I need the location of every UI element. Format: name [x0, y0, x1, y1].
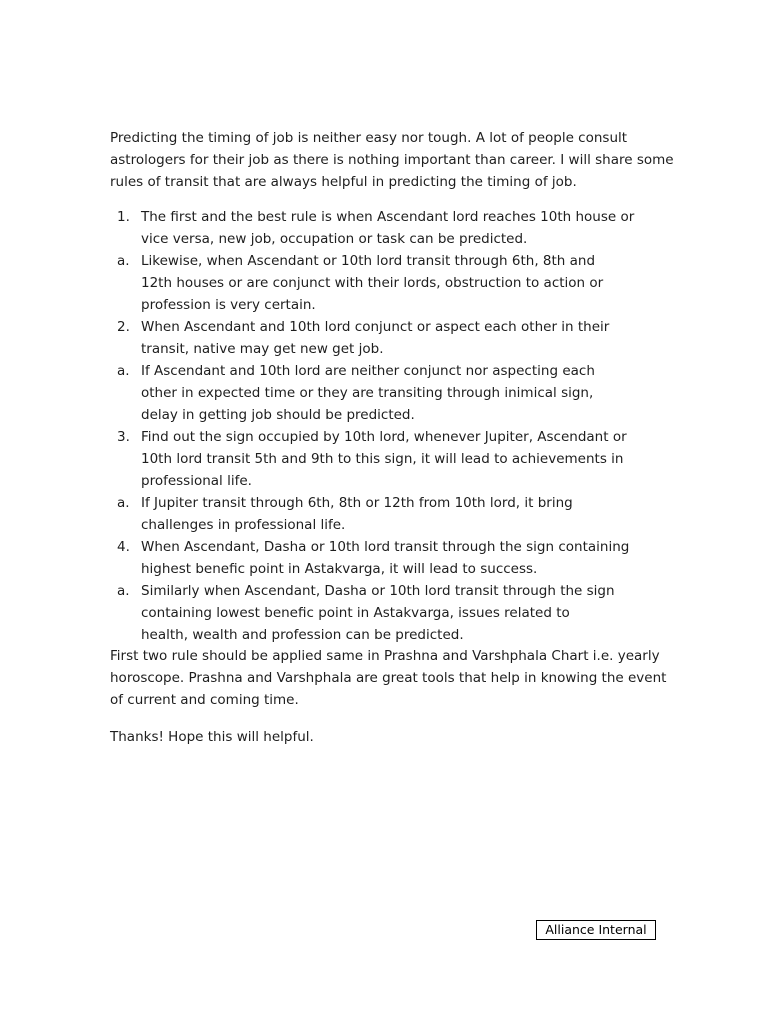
rule-line: highest benefic point in Astakvarga, it will lead to success.	[141, 561, 538, 577]
intro-line: rules of transit that are always helpful in predicting the timing of job.	[110, 174, 577, 190]
rule-item	[110, 250, 670, 316]
intro-paragraph	[110, 127, 674, 193]
rule-line: When Ascendant, Dasha or 10th lord transit through the sign containing	[141, 539, 630, 555]
closing-line: First two rule should be applied same in Prashna and Varshphala Chart i.e. yearly	[110, 648, 660, 664]
rule-line: The first and the best rule is when Ascendant lord reaches 10th house or	[141, 209, 635, 225]
rule-line: Similarly when Ascendant, Dasha or 10th lord transit through the sign	[141, 583, 615, 599]
thanks-line: Thanks! Hope this will helpful.	[110, 729, 314, 745]
list-marker: a.	[117, 253, 130, 269]
rule-item	[110, 360, 670, 426]
rule-line: When Ascendant and 10th lord conjunct or aspect each other in their	[141, 319, 610, 335]
rule-line: professional life.	[141, 473, 252, 489]
closing-line: horoscope. Prashna and Varshphala are great tools that help in knowing the event	[110, 670, 667, 686]
list-marker: 2.	[117, 319, 130, 335]
rule-line: If Ascendant and 10th lord are neither conjunct nor aspecting each	[141, 363, 595, 379]
rules-list	[110, 206, 670, 646]
rule-item	[110, 580, 670, 646]
rule-item	[110, 206, 670, 250]
rule-item	[110, 426, 670, 492]
rule-item	[110, 536, 670, 580]
rule-line: delay in getting job should be predicted.	[141, 407, 415, 423]
rule-line: vice versa, new job, occupation or task can be predicted.	[141, 231, 528, 247]
rule-line: other in expected time or they are transiting through inimical sign,	[141, 385, 594, 401]
list-marker: a.	[117, 363, 130, 379]
list-marker: 1.	[117, 209, 130, 225]
rule-line: Find out the sign occupied by 10th lord, whenever Jupiter, Ascendant or	[141, 429, 627, 445]
rule-line: challenges in professional life.	[141, 517, 346, 533]
rule-line: health, wealth and profession can be predicted.	[141, 627, 464, 643]
rule-line: If Jupiter transit through 6th, 8th or 12th from 10th lord, it bring	[141, 495, 573, 511]
rule-item	[110, 316, 670, 360]
rule-line: containing lowest benefic point in Astakvarga, issues related to	[141, 605, 570, 621]
rule-item	[110, 492, 670, 536]
rule-line: Likewise, when Ascendant or 10th lord transit through 6th, 8th and	[141, 253, 596, 269]
list-marker: a.	[117, 583, 130, 599]
rule-line: transit, native may get new get job.	[141, 341, 384, 357]
thanks-paragraph	[110, 726, 670, 748]
rule-line: 10th lord transit 5th and 9th to this sign, it will lead to achievements in	[141, 451, 624, 467]
classification-label: Alliance Internal	[536, 920, 656, 940]
closing-line: of current and coming time.	[110, 692, 299, 708]
intro-line: Predicting the timing of job is neither easy nor tough. A lot of people consult	[110, 130, 628, 146]
intro-line: astrologers for their job as there is nothing important than career. I will share some	[110, 152, 674, 168]
list-marker: a.	[117, 495, 130, 511]
list-marker: 3.	[117, 429, 130, 445]
list-marker: 4.	[117, 539, 130, 555]
rule-line: 12th houses or are conjunct with their lords, obstruction to action or	[141, 275, 604, 291]
closing-paragraph	[110, 645, 670, 711]
rule-line: profession is very certain.	[141, 297, 316, 313]
